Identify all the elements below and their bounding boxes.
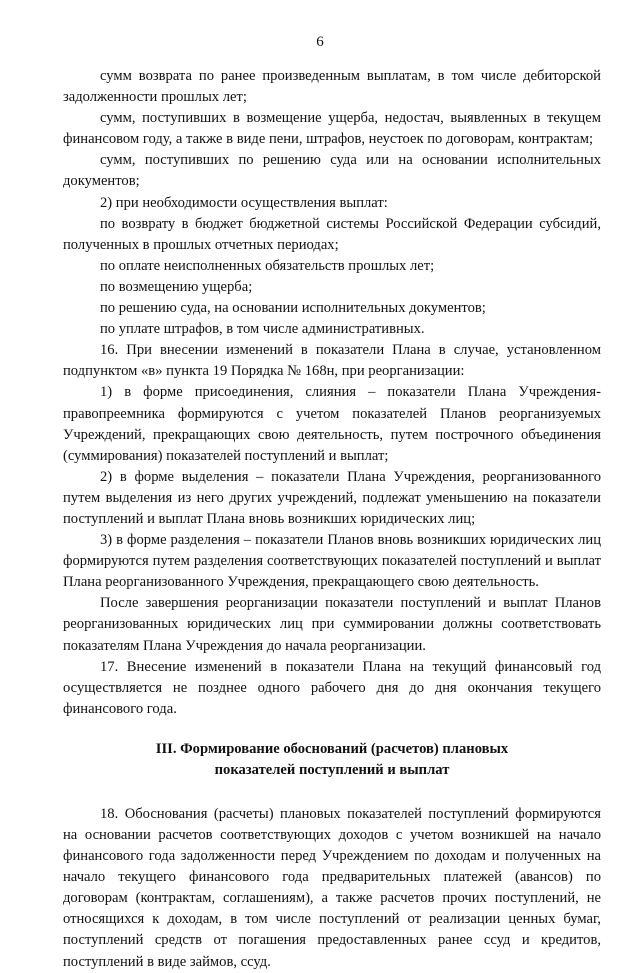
section-heading-line-1: III. Формирование обоснований (расчетов) плановых (155, 740, 509, 757)
paragraph: 16. При внесении изменений в показатели Плана в случае, установленном подпунктом «в» пункта 19 Порядка № 168н, при реорганизации: (63, 342, 601, 380)
paragraph: по возврату в бюджет бюджетной системы Российской Федерации субсидий, полученных в прошлых отчетных периодах; (63, 215, 601, 253)
paragraph: 2) при необходимости осуществления выплат: (100, 194, 388, 211)
document-body (63, 66, 601, 973)
paragraph: 18. Обоснования (расчеты) плановых показателей поступлений формируются на основании расчетов соответствующих доходов с учетом возникшей на начало финансового года задолженности перед Учреждением по доходам и полученных на начало текущего финансового года предварительных платежей (авансов) по договорам (контрактам, соглашениям), а также расчетов прочих поступлений, не относящихся к доходам, в том числе поступлений от реализации ценных бумаг, поступлений средств от погашения предоставленных ранее ссуд и кредитов, поступлений в виде займов, ссуд. (63, 805, 601, 970)
paragraph: 1) в форме присоединения, слияния – показатели Плана Учреждения-правопреемника формируются с учетом показателей Планов реорганизуемых Учреждений, прекращающих свою деятельность, путем построчного объединения (суммирования) показателей поступлений и выплат; (63, 384, 601, 464)
paragraph: 2) в форме выделения – показатели Плана Учреждения, реорганизованного путем выделения из него других учреждений, подлежат уменьшению на показатели поступлений и выплат Плана вновь возникших юридических лиц; (63, 468, 601, 527)
paragraph: по уплате штрафов, в том числе административных. (100, 321, 425, 338)
paragraph: 3) в форме разделения – показатели Планов вновь возникших юридических лиц формируются путем разделения соответствующих показателей поступлений и выплат Плана реорганизованного Учреждения, прекращающего свою деятельность. (63, 532, 601, 591)
paragraph: сумм возврата по ранее произведенным выплатам, в том числе дебиторской задолженности прошлых лет; (63, 68, 601, 106)
section-heading-line-2: показателей поступлений и выплат (214, 762, 450, 779)
paragraph: После завершения реорганизации показатели поступлений и выплат Планов реорганизованных юридических лиц при суммировании должны соответствовать показателям Плана Учреждения до начала реорганизации. (63, 595, 601, 654)
paragraph: по возмещению ущерба; (100, 278, 253, 295)
paragraph: сумм, поступивших по решению суда или на основании исполнительных документов; (63, 152, 601, 190)
paragraph: по решению суда, на основании исполнительных документов; (100, 300, 486, 317)
paragraph: по оплате неисполненных обязательств прошлых лет; (100, 257, 435, 274)
paragraph: сумм, поступивших в возмещение ущерба, недостач, выявленных в текущем финансовом году, а также в виде пени, штрафов, неустоек по договорам, контрактам; (63, 110, 601, 148)
section-heading (63, 739, 601, 782)
paragraph: 17. Внесение изменений в показатели Плана на текущий финансовый год осуществляется не позднее одного рабочего дня до дня окончания текущего финансового года. (63, 658, 601, 717)
page-number: 6 (316, 34, 324, 50)
